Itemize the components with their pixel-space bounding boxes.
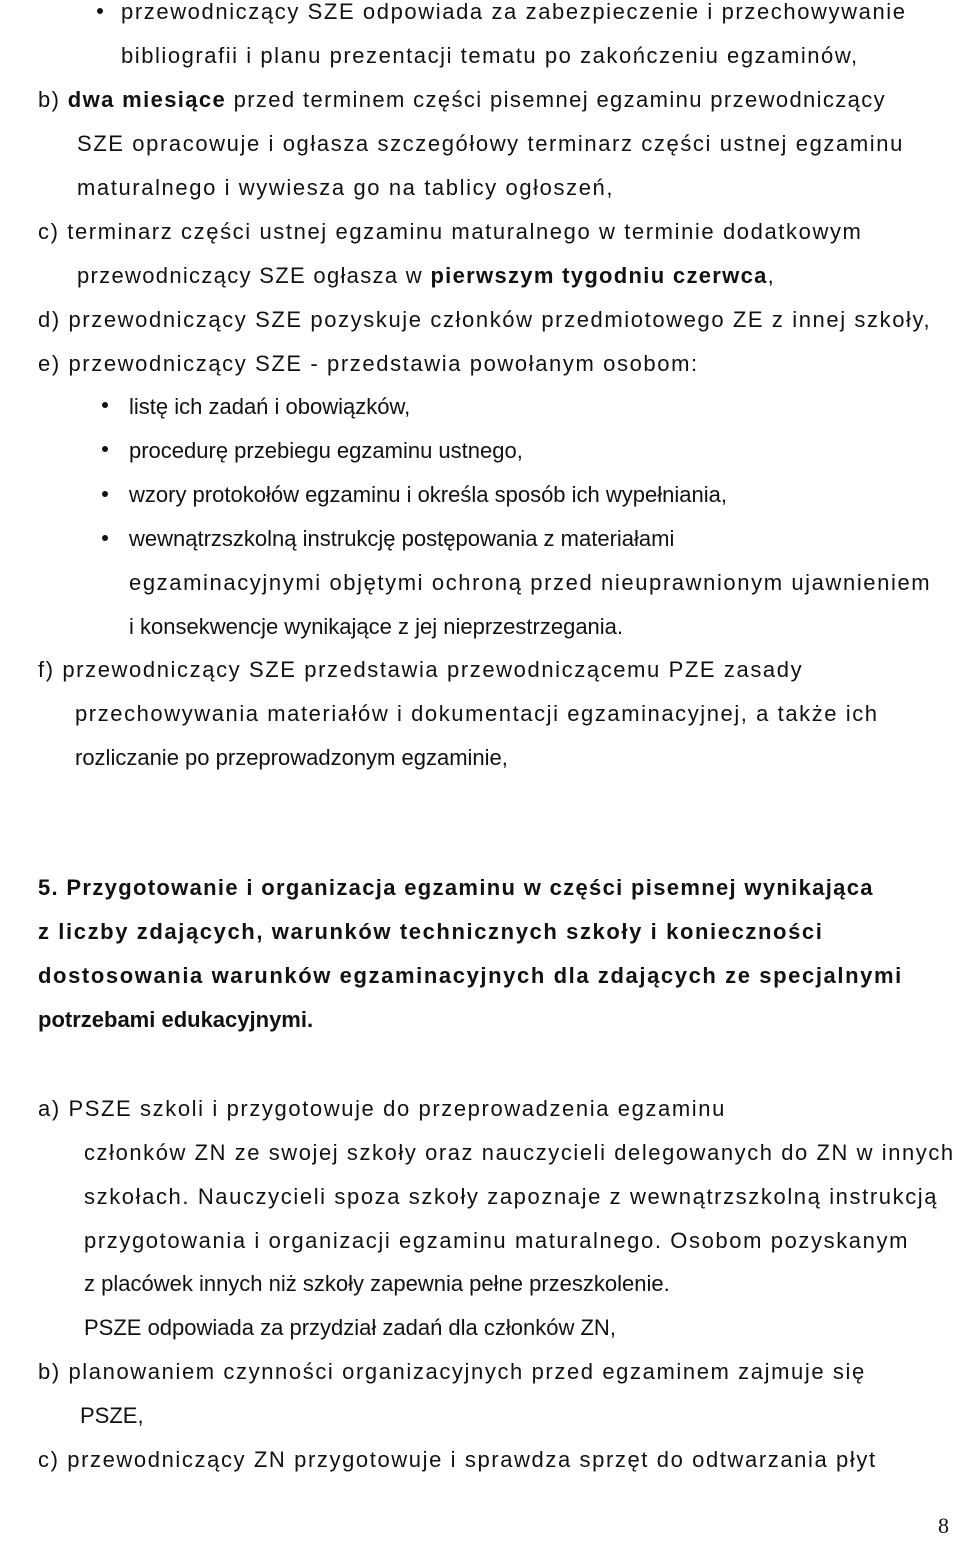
text-segment: rozliczanie po przeprowadzonym egzaminie, — [75, 745, 508, 770]
text-segment: d) przewodniczący SZE pozyskuje członków przedmiotowego ZE z innej szkoły, — [38, 307, 932, 332]
text-segment: PSZE odpowiada za przydział zadań dla członków ZN, — [84, 1315, 616, 1340]
text-line — [38, 962, 903, 990]
text-line — [84, 1270, 670, 1298]
text-segment: przygotowania i organizacji egzaminu maturalnego. Osobom pozyskanym — [84, 1228, 910, 1253]
text-segment: PSZE, — [80, 1403, 144, 1428]
text-line — [38, 1358, 866, 1386]
text-line — [77, 262, 775, 290]
text-line — [84, 1227, 909, 1255]
text-segment: a) PSZE szkoli i przygotowuje do przeprowadzenia egzaminu — [38, 1096, 726, 1121]
text-line — [75, 744, 508, 772]
text-line — [80, 1402, 144, 1430]
text-line — [129, 569, 931, 597]
text-line — [38, 918, 823, 946]
text-segment: przechowywania materiałów i dokumentacji egzaminacyjnej, a także ich — [75, 701, 879, 726]
text-line — [38, 218, 862, 246]
text-segment: wewnątrzszkolną instrukcję postępowania z materiałami — [129, 526, 675, 551]
text-line — [129, 437, 523, 465]
text-segment: b) planowaniem czynności organizacyjnych przed egzaminem zajmuje się — [38, 1359, 866, 1384]
text-segment: , — [767, 263, 776, 288]
text-segment: bibliografii i planu prezentacji tematu po zakończeniu egzaminów, — [121, 43, 859, 68]
bold-text-segment: dwa miesiące — [67, 87, 227, 112]
text-segment: szkołach. Nauczycieli spoza szkoły zapoznaje z wewnątrzszkolną instrukcją — [84, 1184, 939, 1209]
text-line — [38, 1446, 877, 1474]
bullet-icon — [102, 402, 108, 408]
bullet-icon — [102, 491, 108, 497]
text-line — [129, 613, 623, 641]
text-segment: c) przewodniczący ZN przygotowuje i sprawdza sprzęt do odtwarzania płyt — [38, 1447, 877, 1472]
text-segment: przed terminem części pisemnej egzaminu przewodniczący — [226, 87, 887, 112]
text-line — [38, 86, 886, 114]
text-segment: f) przewodniczący SZE przedstawia przewodniczącemu PZE zasady — [38, 657, 804, 682]
bold-text-segment: 5. Przygotowanie i organizacja egzaminu w części pisemnej wynikająca — [38, 875, 874, 900]
bold-text-segment: z liczby zdających, warunków technicznych szkoły i konieczności — [38, 919, 824, 944]
text-segment: członków ZN ze swojej szkoły oraz nauczycieli delegowanych do ZN w innych — [84, 1140, 955, 1165]
bullet-icon — [102, 535, 108, 541]
text-line — [121, 0, 907, 26]
text-line — [129, 393, 410, 421]
text-line — [38, 656, 803, 684]
text-line — [38, 874, 874, 902]
text-line — [75, 700, 879, 728]
text-segment: listę ich zadań i obowiązków, — [129, 394, 411, 419]
text-segment: z placówek innych niż szkoły zapewnia pełne przeszkolenie. — [84, 1271, 670, 1296]
text-segment: maturalnego i wywiesza go na tablicy ogłoszeń, — [77, 175, 615, 200]
text-line — [77, 174, 614, 202]
text-segment: przewodniczący SZE odpowiada za zabezpieczenie i przechowywanie — [121, 0, 907, 24]
text-segment: e) przewodniczący SZE - przedstawia powołanym osobom: — [38, 351, 699, 376]
bold-text-segment: dostosowania warunków egzaminacyjnych dla zdających ze specjalnymi — [38, 963, 903, 988]
text-line — [38, 1095, 726, 1123]
text-line — [129, 481, 727, 509]
page-number: 8 — [938, 1513, 949, 1538]
text-segment: procedurę przebiegu egzaminu ustnego, — [129, 438, 523, 463]
text-line — [38, 306, 931, 334]
text-segment: c) terminarz części ustnej egzaminu maturalnego w terminie dodatkowym — [38, 219, 863, 244]
text-line — [77, 130, 904, 158]
bold-text-segment: potrzebami edukacyjnymi. — [38, 1007, 314, 1032]
text-segment: egzaminacyjnymi objętymi ochroną przed nieuprawnionym ujawnieniem — [129, 570, 932, 595]
text-segment: przewodniczący SZE ogłasza w — [77, 263, 431, 288]
text-line — [38, 1006, 313, 1034]
text-line — [84, 1139, 955, 1167]
text-segment: b) — [38, 87, 68, 112]
text-segment: i konsekwencje wynikające z jej nieprzestrzegania. — [129, 614, 624, 639]
text-segment: SZE opracowuje i ogłasza szczegółowy terminarz części ustnej egzaminu — [77, 131, 904, 156]
bullet-icon — [102, 446, 108, 452]
bold-text-segment: pierwszym tygodniu czerwca — [430, 263, 768, 288]
text-line — [129, 525, 674, 553]
bullet-icon — [97, 8, 103, 14]
text-line — [38, 350, 699, 378]
text-segment: wzory protokołów egzaminu i określa sposób ich wypełniania, — [129, 482, 727, 507]
text-line — [84, 1183, 938, 1211]
text-line — [121, 42, 859, 70]
text-line — [84, 1314, 616, 1342]
